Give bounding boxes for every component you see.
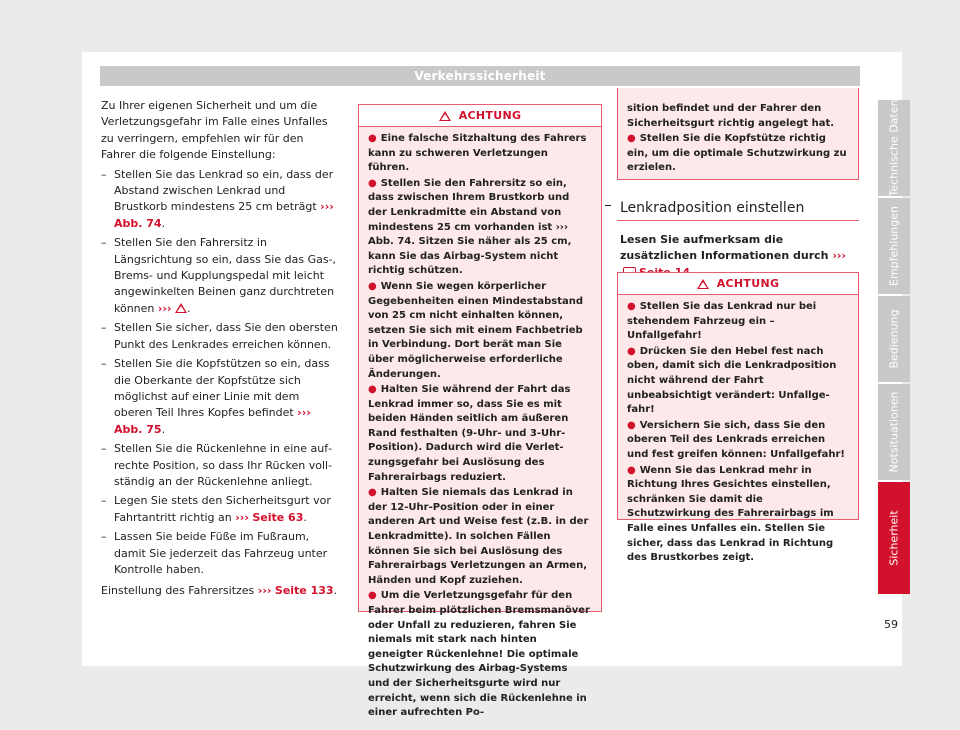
bullet-dot: ●	[627, 345, 636, 357]
bullet-dot: ●	[627, 301, 636, 312]
list-item-text	[114, 441, 341, 490]
list-item	[101, 441, 341, 490]
bullet-dot: ●	[368, 384, 377, 396]
tab-technische-daten[interactable]	[878, 100, 910, 196]
ref-arrows: ›››	[257, 584, 272, 598]
warning-bullet	[627, 464, 848, 566]
list-item-body: Stellen Sie die Kopfstützen so ein, dass die Oberkante der Kopfstütze sich möglichst auf einer Linie mit dem oberen Teil Ihres Kopfes befindet	[114, 357, 330, 420]
list-item-body: Lassen Sie beide Füße im Fußraum, damit Sie jederzeit das Fahrzeug unter Kontrolle haben.	[114, 530, 328, 576]
section-title: Lenkradposition einstellen	[620, 200, 805, 216]
warning-bullet	[627, 132, 848, 176]
list-item-text	[114, 320, 341, 353]
ref-arrows: ›››	[297, 406, 311, 420]
list-item-body: Legen Sie stets den Sicherheitsgurt vor Fahrtantritt richtig an	[114, 494, 331, 524]
tab-sicherheit[interactable]	[878, 482, 910, 594]
list-item-text	[114, 356, 341, 438]
section-intro-text: Lesen Sie aufmerksam die zusätzlichen Informationen durch	[620, 233, 833, 263]
warning-box-steering	[617, 272, 859, 564]
warning-title: ACHTUNG	[458, 109, 522, 122]
column-left	[101, 98, 341, 600]
warning-continued-list	[627, 132, 848, 176]
chapter-header: Verkehrssicherheit	[100, 66, 860, 86]
warning-bullet-text: Stellen Sie den Fahrersitz so ein, dass zwischen Ihrem Brustkorb und der Lenkradmitte ein Abstand von mindestens 25 cm vorhanden ist ››› Abb. 74. Sitzen Sie näher als 25 cm, kann Sie das Airbag-System nicht richtig schützen.	[368, 177, 572, 277]
list-dash: –	[101, 167, 107, 181]
tab-label: Sicherheit	[887, 510, 901, 566]
ref-arrows: ›››	[157, 301, 172, 315]
bullet-dot: ●	[627, 419, 636, 431]
ref-arrows: ›››	[235, 510, 249, 524]
tab-bedienung[interactable]	[878, 296, 910, 382]
list-item	[101, 493, 341, 526]
cross-reference-link[interactable]: Seite 63	[252, 510, 304, 524]
warning-bullet	[627, 345, 848, 418]
tab-notsituationen[interactable]	[878, 384, 910, 480]
list-item-tail: .	[161, 422, 166, 436]
cross-reference-link[interactable]: Abb. 74	[114, 216, 162, 230]
tab-label: Notsituationen	[887, 391, 901, 473]
section-divider	[617, 220, 859, 221]
warning-bullet-text: Eine falsche Sitzhaltung des Fahrers kann zu schweren Verletzungen führen.	[368, 133, 587, 174]
warning-triangle-icon[interactable]	[175, 303, 187, 313]
list-item-body: Stellen Sie das Lenkrad so ein, dass der Abstand zwischen Lenkrad und Brustkorb mindestens 25 cm beträgt	[114, 167, 334, 214]
warning-bullet	[368, 486, 591, 588]
warning-bullet	[368, 589, 591, 720]
warning-bullet-text: Halten Sie während der Fahrt das Lenkrad immer so, dass Sie es mit beiden Händen seitlich am äußeren Rand festhalten (9-Uhr- und 3-Uhr-Position). Dadurch wird die Verletzungsgefahr bei Auslösung des Fahrerairbags reduziert.	[368, 384, 571, 483]
tab-empfehlungen[interactable]	[878, 198, 910, 294]
warning-bullet-text: Um die Verletzungsgefahr für den Fahrer beim plötzlichen Bremsmanöver oder Unfall zu reduzieren, fahren Sie niemals mit stark nach hinten geneigter Rückenlehne! Die optimale Schutzwirkung des Airbag-Systems und der Sicherheitsgurte wird nur erreicht, wenn sich die Rückenlehne in einer aufrechten Po-	[368, 590, 590, 719]
list-dash: –	[101, 321, 107, 335]
ref-arrows: ›››	[320, 200, 334, 214]
list-item-body: Stellen Sie den Fahrersitz in Längsrichtung so ein, dass Sie das Gas-, Brems- und Kupplungspedal mit leicht angewinkelten Beinen ganz durchtreten können	[114, 236, 337, 315]
list-item-text	[114, 235, 341, 317]
list-item	[101, 356, 341, 438]
page-number: 59	[884, 618, 898, 631]
warning-bullet	[368, 383, 591, 485]
warning-bullet-text: Drücken Sie den Hebel fest nach oben, damit sich die Lenkradposition nicht während der Fahrt unbeabsichtigt verändert: Unfallgefahr!	[627, 345, 837, 416]
warning-header	[618, 273, 858, 295]
list-dash: –	[101, 530, 107, 544]
bullet-dot: ●	[368, 590, 377, 602]
warning-box-continued	[617, 88, 859, 180]
list-item-text	[114, 493, 341, 526]
warning-bullet-text: Stellen Sie das Lenkrad nur bei stehendem Fahrzeug ein – Unfallgefahr!	[627, 301, 817, 342]
warning-header	[359, 105, 601, 127]
warning-bullet	[368, 177, 591, 279]
list-item-text	[114, 529, 341, 578]
tab-label: Technische Daten	[887, 99, 901, 197]
warning-bullet-text: Halten Sie niemals das Lenkrad in der 12-Uhr-Position oder in einer anderen Art und Weise fest (z.B. in der Lenkradmitte). In solchen Fällen können Sie sich bei Auslösung des Fahrerairbags Verletzungen an Armen, Händen und Kopf zuziehen.	[368, 487, 589, 586]
instruction-list	[101, 167, 341, 579]
section-marker	[605, 205, 611, 206]
list-item	[101, 235, 341, 317]
bullet-dot: ●	[368, 133, 377, 144]
warning-continued-lead: sition befindet und der Fahrer den Sicherheitsgurt richtig angelegt hat.	[627, 103, 835, 129]
warning-triangle-icon	[439, 111, 451, 121]
list-dash: –	[101, 442, 107, 456]
bullet-dot: ●	[368, 280, 377, 292]
ref-arrows: ›››	[832, 249, 846, 263]
list-dash: –	[101, 494, 107, 508]
warning-box-seating	[358, 104, 602, 719]
warning-bullet-text: Versichern Sie sich, dass Sie den oberen Teil des Lenkrads erreichen und fest greifen können: Unfallgefahr!	[627, 419, 845, 460]
list-item-body: Stellen Sie die Rückenlehne in eine aufrechte Position, so dass Ihr Rücken vollständig an der Rückenlehne anliegt.	[114, 442, 333, 488]
list-dash: –	[101, 357, 107, 371]
chapter-tabs	[878, 100, 910, 596]
list-item-tail: .	[303, 510, 307, 524]
list-item	[101, 529, 341, 578]
bullet-dot: ●	[627, 133, 636, 145]
warning-bullet	[627, 300, 848, 344]
list-item-text	[114, 167, 341, 233]
tab-label: Bedienung	[887, 309, 901, 369]
warning-continued-body	[618, 88, 858, 185]
tab-label: Empfehlungen	[887, 206, 901, 286]
intro-paragraph: Zu Ihrer eigenen Sicherheit und um die Verletzungsgefahr im Falle eines Unfalles zu verringern, empfehlen wir für den Fahrer die folgende Einstellung:	[101, 99, 328, 162]
warning-title: ACHTUNG	[716, 277, 780, 290]
list-item-body: Stellen Sie sicher, dass Sie den obersten Punkt des Lenkrades erreichen können.	[114, 321, 338, 351]
warning-bullet-text: Wenn Sie wegen körperlicher Gegebenheiten einen Mindestabstand von 25 cm nicht einhalten können, setzen Sie sich mit einem Fachbetrieb in Verbindung. Dort berät man Sie über möglicherweise erforderliche Änderungen.	[368, 280, 584, 380]
closing-line: Einstellung des Fahrersitzes ››› Seite 133.	[101, 584, 338, 598]
bullet-dot: ●	[368, 177, 377, 189]
list-item	[101, 167, 341, 233]
closing-link[interactable]: Seite 133	[274, 584, 334, 598]
warning-bullet	[368, 280, 591, 382]
list-item-tail: .	[187, 301, 191, 315]
cross-reference-link[interactable]: Abb. 75	[114, 422, 162, 436]
closing-text: Einstellung des Fahrersitzes	[101, 584, 258, 598]
warning-body	[359, 127, 601, 730]
warning-bullet	[627, 419, 848, 463]
warning-body	[618, 295, 858, 575]
warning-bullet	[368, 132, 591, 176]
list-item	[101, 320, 341, 353]
bullet-dot: ●	[368, 487, 377, 499]
bullet-dot: ●	[627, 464, 636, 476]
warning-triangle-icon	[697, 279, 709, 289]
warning-bullet-text: Stellen Sie die Kopfstütze richtig ein, um die optimale Schutzwirkung zu erzielen.	[627, 133, 847, 174]
warning-bullet-text: Wenn Sie das Lenkrad mehr in Richtung Ihres Gesichtes einstellen, schränken Sie damit die Schutzwirkung des Fahrerairbags im Falle eines Unfalles ein. Stellen Sie sicher, dass das Lenkrad in Richtung des Brustkorbes zeigt.	[627, 464, 834, 564]
list-dash: –	[101, 236, 107, 250]
list-item-tail: .	[161, 216, 166, 230]
